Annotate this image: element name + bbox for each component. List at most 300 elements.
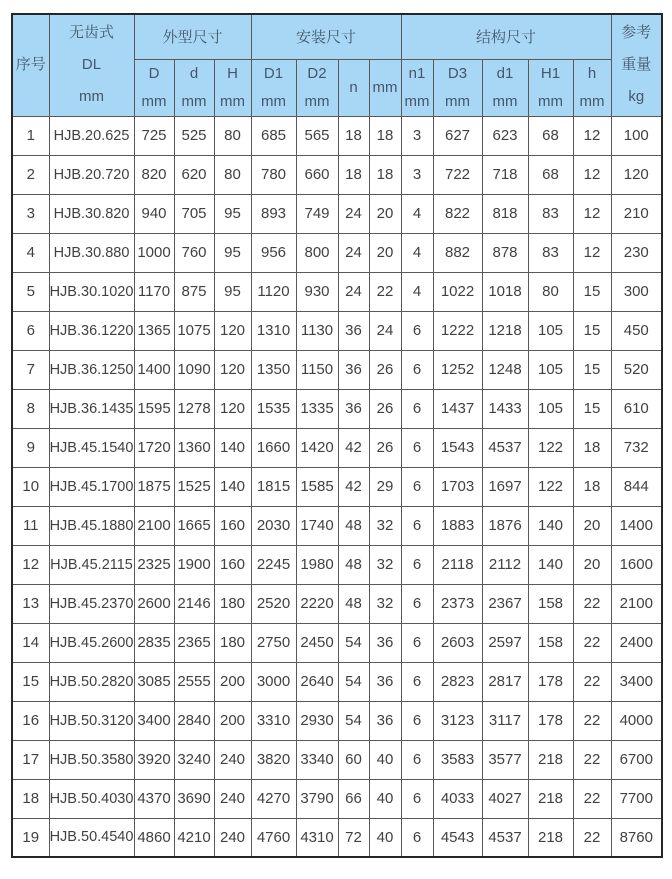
cell-struct-d3: 4033 <box>433 779 482 818</box>
cell-mount-d2: 1740 <box>296 506 338 545</box>
cell-mount-d1: 3000 <box>251 662 296 701</box>
cell-dim-h: 120 <box>214 311 251 350</box>
cell-mount-d2: 2640 <box>296 662 338 701</box>
cell-struct-d3: 1543 <box>433 428 482 467</box>
cell-struct-n1: 6 <box>401 740 433 779</box>
cell-mount-d2: 2450 <box>296 623 338 662</box>
cell-dim-h: 200 <box>214 662 251 701</box>
cell-struct-h: 22 <box>573 701 611 740</box>
cell-struct-h: 18 <box>573 428 611 467</box>
cell-dim-h: 240 <box>214 818 251 857</box>
cell-mount-d1: 3310 <box>251 701 296 740</box>
cell-mount-d1: 4270 <box>251 779 296 818</box>
cell-struct-n1: 3 <box>401 116 433 155</box>
cell-struct-d3: 1883 <box>433 506 482 545</box>
cell-mount-n: 48 <box>338 545 369 584</box>
cell-model: HJB.45.2600 <box>49 623 134 662</box>
cell-struct-d1: 4537 <box>482 428 528 467</box>
cell-dim-d-lower: 1900 <box>174 545 214 584</box>
cell-dim-d-lower: 3240 <box>174 740 214 779</box>
sub-label: H <box>227 64 238 82</box>
cell-serial: 7 <box>12 350 49 389</box>
cell-struct-h1: 83 <box>528 194 573 233</box>
cell-mount-n: 48 <box>338 584 369 623</box>
cell-model: HJB.50.3120 <box>49 701 134 740</box>
table-row <box>12 740 662 779</box>
table-header <box>12 14 662 116</box>
cell-mount-d1: 780 <box>251 155 296 194</box>
cell-serial: 4 <box>12 233 49 272</box>
cell-dim-d: 2325 <box>134 545 174 584</box>
cell-mount-d1: 956 <box>251 233 296 272</box>
table-row <box>12 311 662 350</box>
header-struct-h1 <box>528 59 573 116</box>
cell-dim-h: 80 <box>214 116 251 155</box>
cell-mount-n: 24 <box>338 272 369 311</box>
cell-mount-d2: 660 <box>296 155 338 194</box>
cell-mount-mm: 26 <box>369 350 401 389</box>
header-struct-d1 <box>482 59 528 116</box>
cell-struct-h: 12 <box>573 155 611 194</box>
table-row <box>12 272 662 311</box>
cell-mount-mm: 26 <box>369 428 401 467</box>
header-serial-label: 序号 <box>15 56 46 74</box>
cell-weight: 120 <box>611 155 662 194</box>
table-row <box>12 389 662 428</box>
cell-dim-d-lower: 3690 <box>174 779 214 818</box>
cell-dim-d: 940 <box>134 194 174 233</box>
cell-weight: 844 <box>611 467 662 506</box>
cell-struct-d1: 1018 <box>482 272 528 311</box>
cell-struct-h: 20 <box>573 506 611 545</box>
sub-label: D <box>148 64 160 82</box>
header-weight-line3: kg <box>628 88 645 106</box>
cell-dim-h: 120 <box>214 389 251 428</box>
header-model-line1: 无齿式 <box>68 23 114 41</box>
cell-mount-d1: 2030 <box>251 506 296 545</box>
cell-mount-n: 66 <box>338 779 369 818</box>
cell-struct-d1: 878 <box>482 233 528 272</box>
cell-struct-h1: 178 <box>528 662 573 701</box>
cell-serial: 14 <box>12 623 49 662</box>
cell-mount-d2: 930 <box>296 272 338 311</box>
cell-mount-d2: 1980 <box>296 545 338 584</box>
cell-struct-h: 20 <box>573 545 611 584</box>
cell-dim-d-lower: 1278 <box>174 389 214 428</box>
cell-struct-n1: 3 <box>401 155 433 194</box>
sub-unit: mm <box>141 92 167 110</box>
cell-struct-h1: 83 <box>528 233 573 272</box>
cell-model: HJB.45.2115 <box>49 545 134 584</box>
cell-struct-n1: 6 <box>401 584 433 623</box>
cell-mount-d2: 1335 <box>296 389 338 428</box>
cell-struct-d3: 2118 <box>433 545 482 584</box>
cell-serial: 18 <box>12 779 49 818</box>
cell-weight: 6700 <box>611 740 662 779</box>
cell-struct-d3: 722 <box>433 155 482 194</box>
cell-struct-d3: 4543 <box>433 818 482 857</box>
cell-mount-d2: 2930 <box>296 701 338 740</box>
cell-dim-h: 80 <box>214 155 251 194</box>
cell-dim-d-lower: 1665 <box>174 506 214 545</box>
cell-struct-n1: 6 <box>401 818 433 857</box>
cell-struct-h: 22 <box>573 740 611 779</box>
cell-mount-d1: 1310 <box>251 311 296 350</box>
sub-label: D1 <box>263 64 284 82</box>
cell-serial: 6 <box>12 311 49 350</box>
cell-dim-d: 1875 <box>134 467 174 506</box>
cell-model: HJB.30.1020 <box>49 272 134 311</box>
header-mount-n <box>338 59 369 116</box>
cell-struct-h: 22 <box>573 779 611 818</box>
header-model-line2: DL <box>81 56 102 74</box>
cell-struct-d3: 1252 <box>433 350 482 389</box>
cell-weight: 230 <box>611 233 662 272</box>
cell-model: HJB.50.3580 <box>49 740 134 779</box>
cell-dim-d-lower: 1525 <box>174 467 214 506</box>
cell-mount-mm: 18 <box>369 155 401 194</box>
cell-serial: 12 <box>12 545 49 584</box>
cell-serial: 16 <box>12 701 49 740</box>
cell-mount-d1: 1120 <box>251 272 296 311</box>
cell-serial: 19 <box>12 818 49 857</box>
cell-struct-n1: 6 <box>401 350 433 389</box>
cell-dim-h: 140 <box>214 467 251 506</box>
cell-dim-d-lower: 875 <box>174 272 214 311</box>
cell-model: HJB.45.1880 <box>49 506 134 545</box>
cell-dim-d: 2835 <box>134 623 174 662</box>
cell-mount-d1: 1535 <box>251 389 296 428</box>
sub-unit: mm <box>261 92 286 110</box>
header-struct-n1 <box>401 59 433 116</box>
cell-mount-d1: 2750 <box>251 623 296 662</box>
cell-struct-d3: 3123 <box>433 701 482 740</box>
cell-weight: 2400 <box>611 623 662 662</box>
spec-table-container <box>11 13 663 858</box>
cell-dim-d-lower: 620 <box>174 155 214 194</box>
cell-weight: 450 <box>611 311 662 350</box>
cell-struct-h: 15 <box>573 272 611 311</box>
cell-dim-h: 160 <box>214 506 251 545</box>
cell-dim-d-lower: 705 <box>174 194 214 233</box>
cell-model: HJB.45.1700 <box>49 467 134 506</box>
cell-weight: 3400 <box>611 662 662 701</box>
sub-unit: mm <box>445 92 470 110</box>
header-weight-line2: 重量 <box>621 56 652 74</box>
header-dim-h <box>214 59 251 116</box>
cell-mount-d2: 800 <box>296 233 338 272</box>
cell-mount-d2: 1585 <box>296 467 338 506</box>
cell-model: HJB.36.1435 <box>49 389 134 428</box>
cell-struct-h1: 68 <box>528 155 573 194</box>
cell-mount-d1: 685 <box>251 116 296 155</box>
cell-mount-n: 54 <box>338 662 369 701</box>
cell-struct-d1: 1218 <box>482 311 528 350</box>
cell-mount-mm: 26 <box>369 389 401 428</box>
cell-struct-d1: 4537 <box>482 818 528 857</box>
table-row <box>12 350 662 389</box>
cell-dim-d: 4860 <box>134 818 174 857</box>
cell-mount-d2: 1420 <box>296 428 338 467</box>
cell-mount-n: 72 <box>338 818 369 857</box>
cell-struct-d1: 718 <box>482 155 528 194</box>
cell-dim-d: 1365 <box>134 311 174 350</box>
cell-mount-mm: 40 <box>369 740 401 779</box>
cell-struct-h1: 105 <box>528 350 573 389</box>
header-mount-mm <box>369 59 401 116</box>
cell-dim-h: 240 <box>214 740 251 779</box>
sub-unit: mm <box>220 92 245 110</box>
cell-dim-d: 2100 <box>134 506 174 545</box>
cell-mount-mm: 22 <box>369 272 401 311</box>
sub-unit: mm <box>492 92 518 110</box>
cell-mount-d2: 2220 <box>296 584 338 623</box>
cell-struct-h1: 178 <box>528 701 573 740</box>
header-mount-d2 <box>296 59 338 116</box>
cell-mount-n: 54 <box>338 701 369 740</box>
cell-struct-d1: 1697 <box>482 467 528 506</box>
cell-mount-n: 24 <box>338 233 369 272</box>
cell-struct-d3: 2823 <box>433 662 482 701</box>
cell-dim-d: 1400 <box>134 350 174 389</box>
cell-struct-n1: 6 <box>401 662 433 701</box>
cell-weight: 2100 <box>611 584 662 623</box>
cell-struct-h1: 218 <box>528 740 573 779</box>
cell-mount-mm: 40 <box>369 818 401 857</box>
header-mount-d1 <box>251 59 296 116</box>
cell-mount-d1: 1660 <box>251 428 296 467</box>
cell-struct-d3: 627 <box>433 116 482 155</box>
sub-label: n <box>349 78 358 96</box>
cell-weight: 210 <box>611 194 662 233</box>
cell-mount-mm: 32 <box>369 584 401 623</box>
cell-struct-n1: 6 <box>401 779 433 818</box>
cell-struct-h: 15 <box>573 389 611 428</box>
cell-struct-h1: 105 <box>528 389 573 428</box>
table-row <box>12 779 662 818</box>
table-row <box>12 467 662 506</box>
cell-weight: 300 <box>611 272 662 311</box>
cell-weight: 100 <box>611 116 662 155</box>
cell-struct-h1: 218 <box>528 779 573 818</box>
sub-unit: mm <box>404 92 430 110</box>
header-dim-d <box>134 59 174 116</box>
cell-struct-d1: 2367 <box>482 584 528 623</box>
cell-struct-d1: 818 <box>482 194 528 233</box>
cell-mount-mm: 32 <box>369 545 401 584</box>
cell-struct-h: 18 <box>573 467 611 506</box>
sub-unit: mm <box>304 92 330 110</box>
sub-unit: mm <box>579 92 605 110</box>
cell-struct-h1: 122 <box>528 467 573 506</box>
cell-dim-d: 1595 <box>134 389 174 428</box>
table-row <box>12 545 662 584</box>
cell-struct-d1: 1248 <box>482 350 528 389</box>
cell-weight: 1400 <box>611 506 662 545</box>
cell-dim-d: 4370 <box>134 779 174 818</box>
cell-weight: 8760 <box>611 818 662 857</box>
header-group-outline-dims: 外型尺寸 <box>134 14 251 59</box>
cell-struct-n1: 6 <box>401 389 433 428</box>
cell-struct-h: 22 <box>573 662 611 701</box>
cell-mount-mm: 36 <box>369 701 401 740</box>
cell-dim-d: 2600 <box>134 584 174 623</box>
header-group-structure-dims: 结构尺寸 <box>401 14 611 59</box>
table-row <box>12 233 662 272</box>
cell-mount-d2: 749 <box>296 194 338 233</box>
sub-label: D2 <box>307 64 327 82</box>
cell-mount-n: 36 <box>338 311 369 350</box>
cell-serial: 3 <box>12 194 49 233</box>
cell-dim-h: 180 <box>214 623 251 662</box>
cell-model: HJB.36.1250 <box>49 350 134 389</box>
cell-struct-h: 12 <box>573 233 611 272</box>
cell-serial: 1 <box>12 116 49 155</box>
cell-mount-n: 54 <box>338 623 369 662</box>
cell-model: HJB.45.2370 <box>49 584 134 623</box>
cell-dim-d: 3085 <box>134 662 174 701</box>
cell-dim-d-lower: 1090 <box>174 350 214 389</box>
table-row <box>12 701 662 740</box>
cell-struct-d1: 2112 <box>482 545 528 584</box>
cell-mount-d1: 3820 <box>251 740 296 779</box>
cell-serial: 9 <box>12 428 49 467</box>
cell-model: HJB.30.820 <box>49 194 134 233</box>
cell-struct-h1: 140 <box>528 545 573 584</box>
table-row <box>12 428 662 467</box>
cell-struct-h1: 218 <box>528 818 573 857</box>
cell-struct-n1: 6 <box>401 428 433 467</box>
cell-weight: 4000 <box>611 701 662 740</box>
cell-struct-d3: 2603 <box>433 623 482 662</box>
table-row <box>12 623 662 662</box>
cell-struct-h1: 105 <box>528 311 573 350</box>
cell-struct-n1: 6 <box>401 701 433 740</box>
sub-label: h <box>587 64 597 82</box>
header-dim-d-lower <box>174 59 214 116</box>
cell-struct-d3: 1222 <box>433 311 482 350</box>
cell-dim-d-lower: 2840 <box>174 701 214 740</box>
sub-label: mm <box>372 78 398 96</box>
cell-serial: 17 <box>12 740 49 779</box>
cell-struct-n1: 4 <box>401 272 433 311</box>
cell-mount-d1: 1350 <box>251 350 296 389</box>
cell-struct-d1: 2597 <box>482 623 528 662</box>
cell-mount-n: 60 <box>338 740 369 779</box>
cell-mount-d1: 1815 <box>251 467 296 506</box>
cell-serial: 10 <box>12 467 49 506</box>
cell-weight: 1600 <box>611 545 662 584</box>
cell-struct-d3: 3583 <box>433 740 482 779</box>
cell-dim-h: 240 <box>214 779 251 818</box>
cell-mount-d2: 565 <box>296 116 338 155</box>
cell-struct-d3: 882 <box>433 233 482 272</box>
table-row <box>12 194 662 233</box>
cell-weight: 732 <box>611 428 662 467</box>
cell-dim-h: 120 <box>214 350 251 389</box>
table-row <box>12 584 662 623</box>
cell-struct-d3: 2373 <box>433 584 482 623</box>
cell-struct-n1: 4 <box>401 194 433 233</box>
cell-mount-d1: 893 <box>251 194 296 233</box>
cell-struct-d1: 4027 <box>482 779 528 818</box>
cell-struct-h: 12 <box>573 194 611 233</box>
cell-dim-h: 160 <box>214 545 251 584</box>
cell-mount-mm: 36 <box>369 662 401 701</box>
table-row <box>12 818 662 857</box>
cell-dim-d-lower: 2365 <box>174 623 214 662</box>
cell-dim-h: 140 <box>214 428 251 467</box>
cell-mount-d2: 1130 <box>296 311 338 350</box>
cell-struct-h1: 140 <box>528 506 573 545</box>
table-body <box>12 116 662 857</box>
cell-struct-d3: 1022 <box>433 272 482 311</box>
cell-struct-h1: 122 <box>528 428 573 467</box>
cell-dim-d: 1000 <box>134 233 174 272</box>
cell-weight: 7700 <box>611 779 662 818</box>
cell-mount-d1: 4760 <box>251 818 296 857</box>
cell-serial: 11 <box>12 506 49 545</box>
cell-model: HJB.50.4030 <box>49 779 134 818</box>
sub-label: H1 <box>540 64 561 82</box>
table-row <box>12 506 662 545</box>
cell-struct-d1: 3577 <box>482 740 528 779</box>
cell-serial: 15 <box>12 662 49 701</box>
cell-dim-d: 1720 <box>134 428 174 467</box>
cell-mount-mm: 20 <box>369 233 401 272</box>
sub-unit: mm <box>538 92 563 110</box>
cell-dim-d-lower: 1075 <box>174 311 214 350</box>
cell-dim-d-lower: 760 <box>174 233 214 272</box>
cell-struct-n1: 6 <box>401 506 433 545</box>
header-serial <box>12 14 49 116</box>
cell-dim-d: 820 <box>134 155 174 194</box>
cell-struct-d1: 1433 <box>482 389 528 428</box>
cell-mount-d2: 3340 <box>296 740 338 779</box>
cell-struct-d3: 1437 <box>433 389 482 428</box>
cell-struct-h1: 68 <box>528 116 573 155</box>
cell-mount-n: 36 <box>338 350 369 389</box>
sub-label: D3 <box>447 64 468 82</box>
cell-dim-d-lower: 2146 <box>174 584 214 623</box>
cell-mount-n: 36 <box>338 389 369 428</box>
sub-label: n1 <box>408 64 426 82</box>
cell-serial: 13 <box>12 584 49 623</box>
cell-dim-d: 3920 <box>134 740 174 779</box>
header-model <box>49 14 134 116</box>
cell-mount-n: 48 <box>338 506 369 545</box>
cell-dim-d: 725 <box>134 116 174 155</box>
cell-dim-d: 3400 <box>134 701 174 740</box>
cell-serial: 5 <box>12 272 49 311</box>
cell-mount-n: 24 <box>338 194 369 233</box>
cell-model: HJB.50.2820 <box>49 662 134 701</box>
cell-mount-n: 42 <box>338 467 369 506</box>
table-row <box>12 155 662 194</box>
cell-dim-h: 200 <box>214 701 251 740</box>
cell-mount-mm: 29 <box>369 467 401 506</box>
header-model-line3: mm <box>79 88 104 106</box>
cell-model: HJB.36.1220 <box>49 311 134 350</box>
cell-struct-n1: 6 <box>401 623 433 662</box>
cell-struct-n1: 6 <box>401 545 433 584</box>
cell-serial: 2 <box>12 155 49 194</box>
cell-struct-h: 22 <box>573 584 611 623</box>
cell-struct-d1: 623 <box>482 116 528 155</box>
cell-mount-mm: 24 <box>369 311 401 350</box>
cell-mount-mm: 18 <box>369 116 401 155</box>
cell-struct-d3: 822 <box>433 194 482 233</box>
